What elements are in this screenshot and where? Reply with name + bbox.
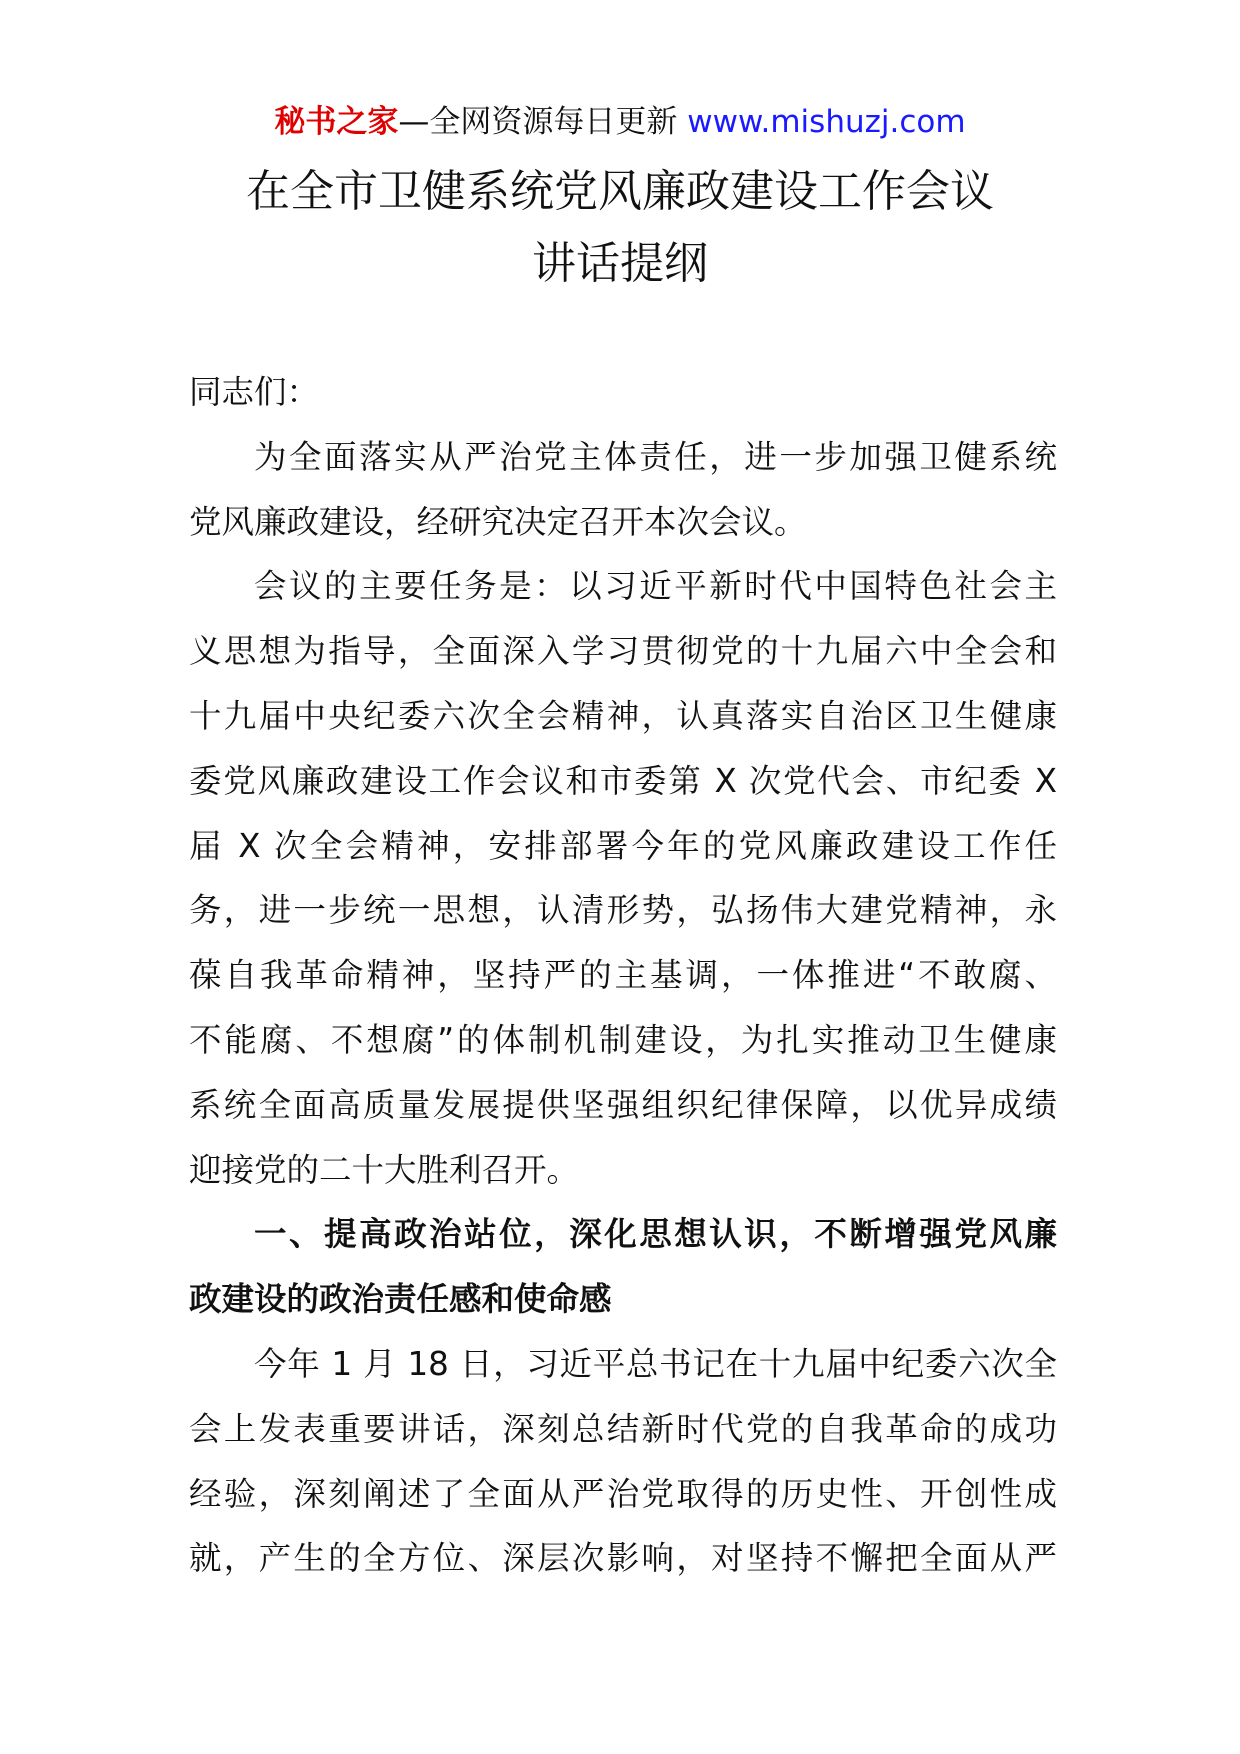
document-title-line-1: 在全市卫健系统党风廉政建设工作会议 — [246, 166, 994, 217]
brand-tagline: —全网资源每日更新 — [398, 104, 688, 140]
paragraph-line: 会上发表重要讲话，深刻总结新时代党的自我革命的成功 — [189, 1409, 1057, 1448]
paragraph-line: 届 X 次全会精神，安排部署今年的党风廉政建设工作任 — [189, 826, 1057, 865]
salutation: 同志们： — [189, 373, 320, 411]
site-url-link[interactable]: www.mishuzj.com — [687, 104, 966, 140]
section-heading-line: 一、提高政治站位，深化思想认识，不断增强党风廉 — [254, 1215, 1057, 1254]
watermark-header — [0, 98, 1240, 146]
section-heading-line: 政建设的政治责任感和使命感 — [189, 1280, 612, 1319]
document-title-line-2: 讲话提纲 — [532, 238, 708, 289]
paragraph-line: 为全面落实从严治党主体责任，进一步加强卫健系统 — [254, 437, 1057, 476]
paragraph-line: 委党风廉政建设工作会议和市委第 X 次党代会、市纪委 X — [189, 761, 1057, 800]
paragraph-line: 不能腐、不想腐”的体制机制建设，为扎实推动卫生健康 — [189, 1020, 1057, 1059]
document-body — [189, 360, 1057, 1591]
paragraph-line: 党风廉政建设，经研究决定召开本次会议。 — [189, 502, 807, 541]
paragraph-line: 会议的主要任务是：以习近平新时代中国特色社会主 — [254, 567, 1057, 606]
paragraph-line: 义思想为指导，全面深入学习贯彻党的十九届六中全会和 — [189, 632, 1057, 671]
paragraph-line: 就，产生的全方位、深层次影响，对坚持不懈把全面从严 — [189, 1539, 1057, 1578]
paragraph-line: 系统全面高质量发展提供坚强组织纪律保障，以优异成绩 — [189, 1085, 1057, 1124]
paragraph-line: 十九届中央纪委六次全会精神，认真落实自治区卫生健康 — [189, 696, 1057, 735]
paragraph-line: 今年 1 月 18 日，习近平总书记在十九届中纪委六次全 — [254, 1344, 1057, 1383]
paragraph-line: 务，进一步统一思想，认清形势，弘扬伟大建党精神，永 — [189, 891, 1057, 930]
paragraph-line: 葆自我革命精神，坚持严的主基调，一体推进“不敢腐、 — [189, 956, 1057, 995]
paragraph-line: 迎接党的二十大胜利召开。 — [189, 1150, 580, 1189]
brand-name: 秘书之家 — [274, 104, 399, 140]
paragraph-line: 经验，深刻阐述了全面从严治党取得的历史性、开创性成 — [189, 1474, 1057, 1513]
